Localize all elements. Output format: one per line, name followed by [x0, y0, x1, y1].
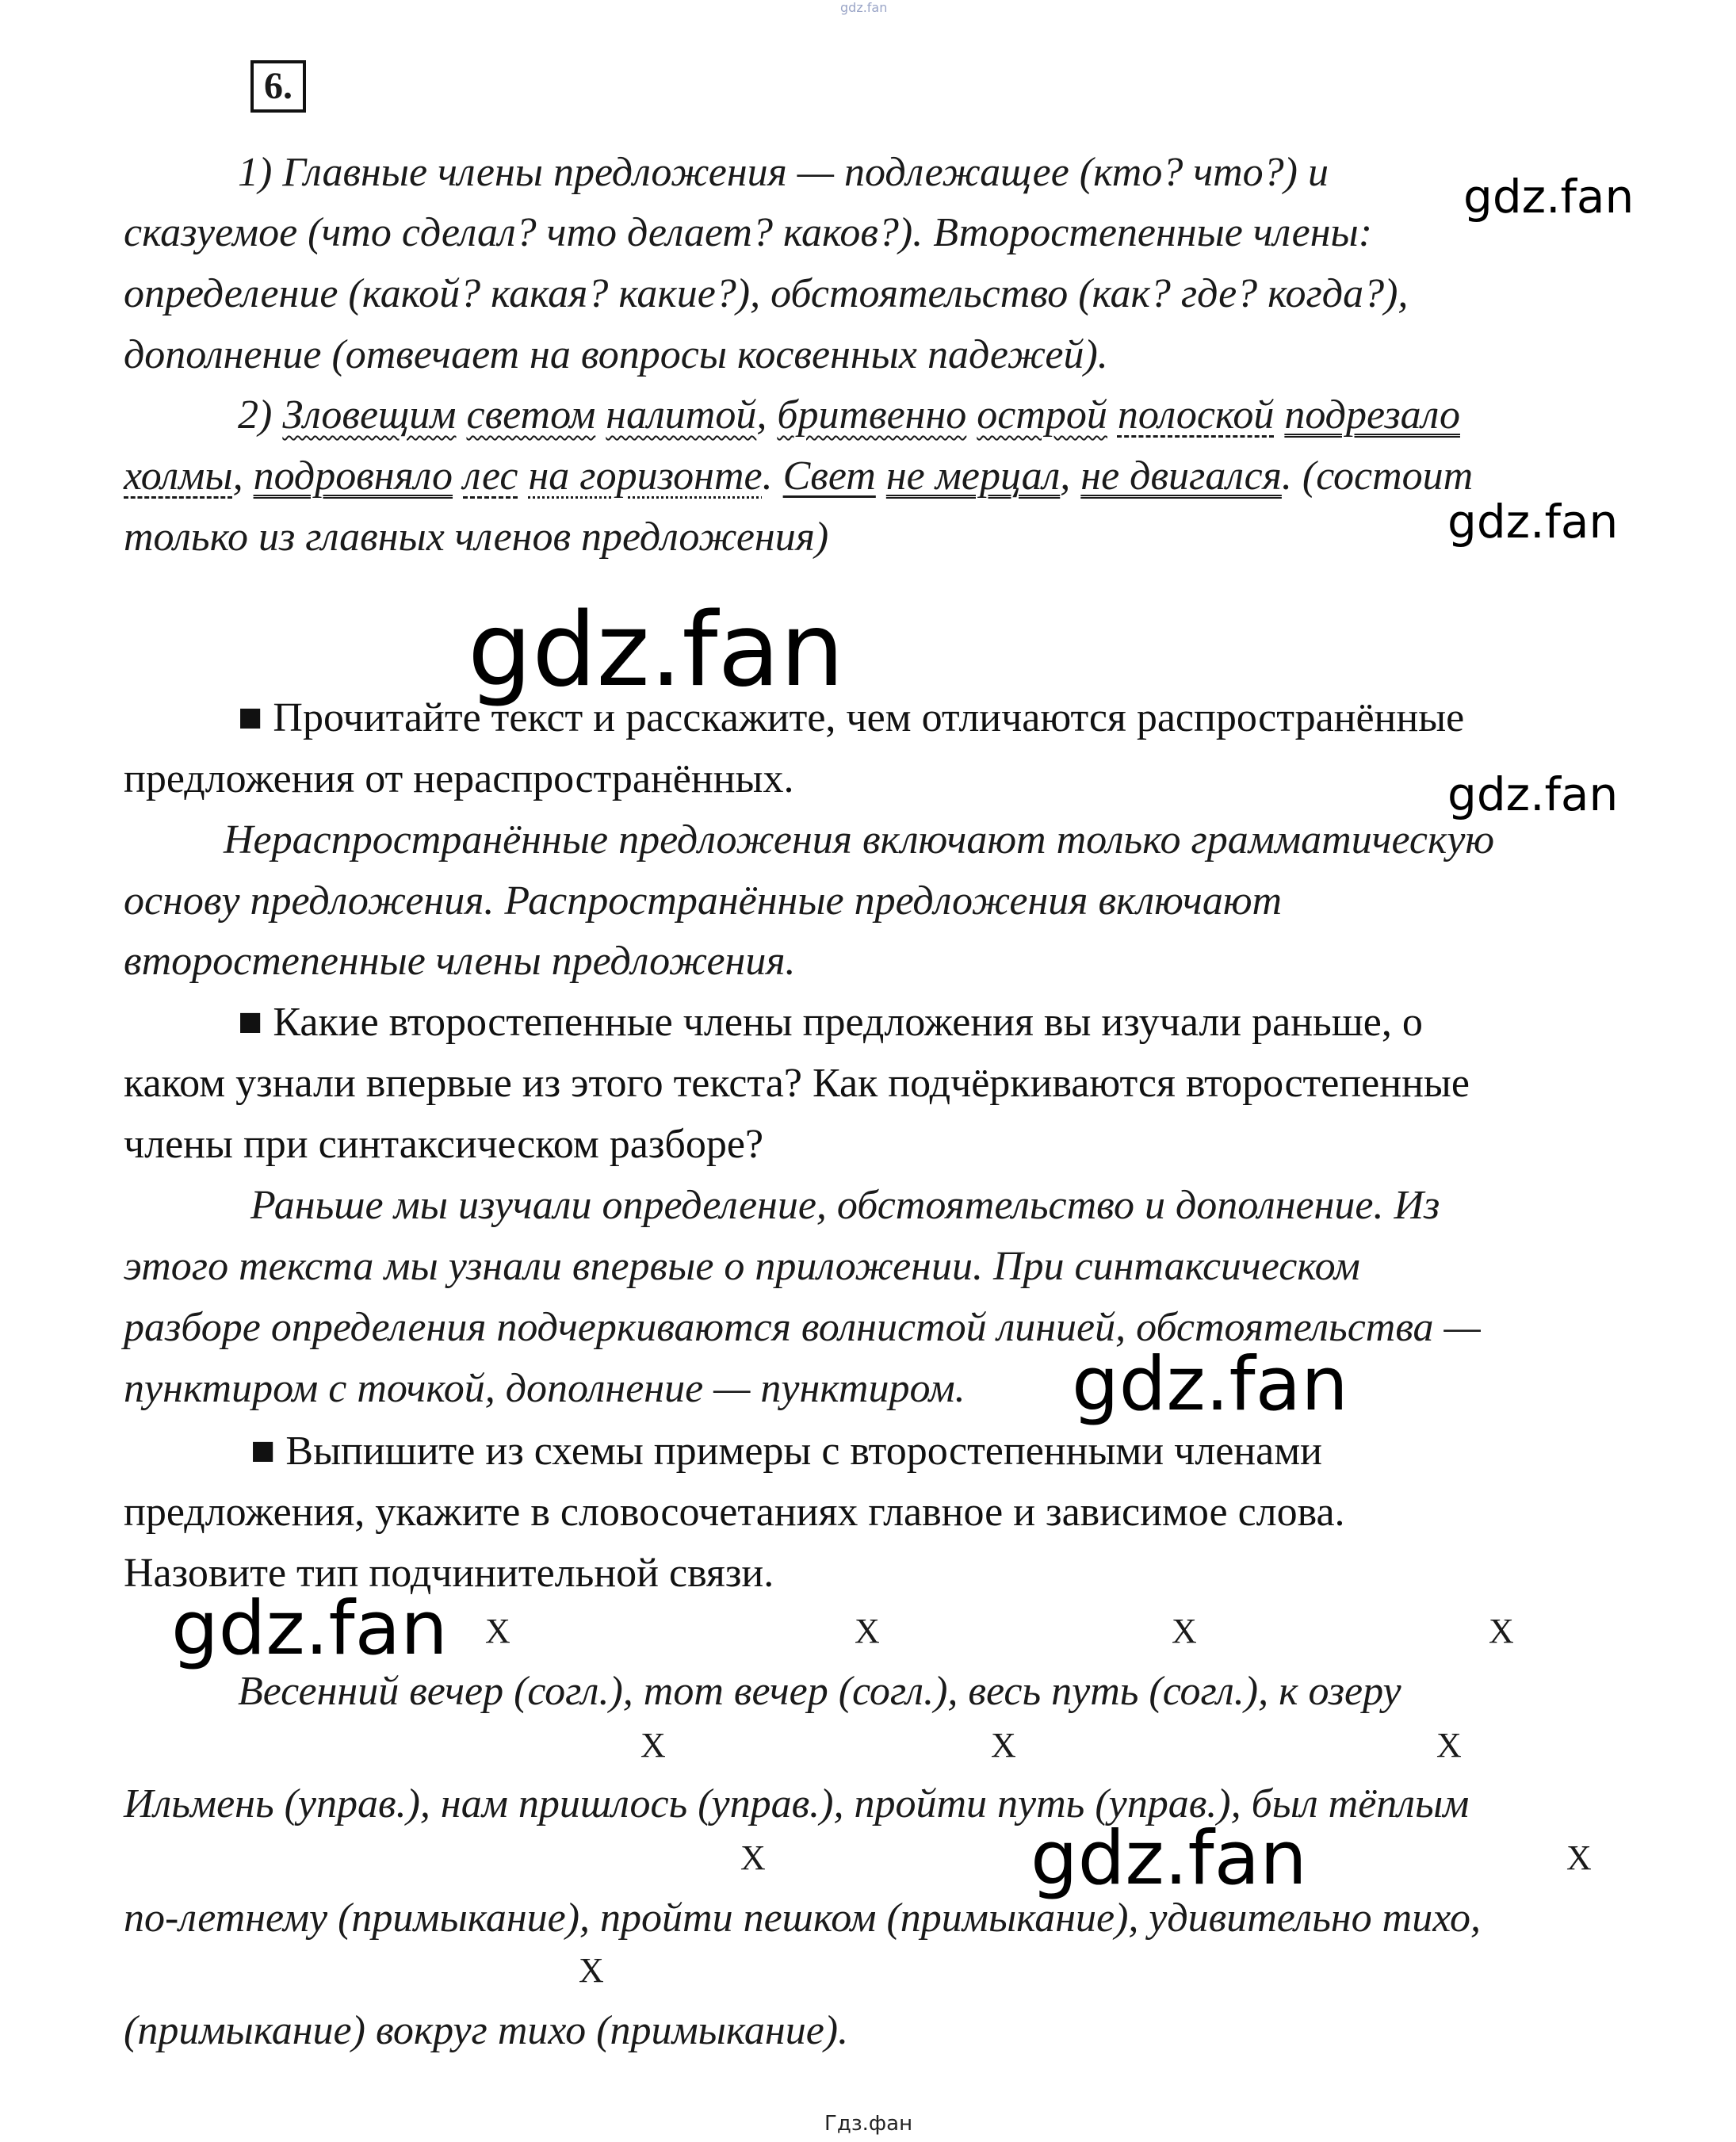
word-britvenno: бритвенно	[777, 392, 967, 438]
watermark: gdz.fan	[1463, 170, 1635, 224]
answer-q2-line-3: разборе определения подчеркиваются волнистой линией, обстоятельства —	[124, 1305, 1481, 1350]
word-poloskoy: полоской	[1117, 392, 1275, 438]
watermark-top: gdz.fan	[840, 0, 888, 15]
answer-q3-line-3: по-летнему (примыкание), пройти пешком (примыкание), удивительно тихо,	[124, 1895, 1482, 1941]
watermark: gdz.fan	[1031, 1815, 1307, 1902]
answer-q1-line-2: основу предложения. Распространённые предложения включают	[124, 878, 1283, 924]
answer2-line-3: только из главных членов предложения)	[124, 514, 829, 560]
x-mark: X	[740, 1838, 766, 1877]
question2-line-1: ■ Какие второстепенные члены предложения вы изучали раньше, о	[238, 1000, 1423, 1045]
answer-q1-line-1: Нераспространённые предложения включают только грамматическую	[224, 817, 1495, 863]
word-kholmy: холмы	[124, 453, 233, 499]
question1-line-1: ■ Прочитайте текст и расскажите, чем отличаются распространённые	[238, 695, 1465, 740]
x-mark: X	[1436, 1726, 1462, 1765]
answer1-line-4: дополнение (отвечает на вопросы косвенных падежей).	[124, 332, 1108, 377]
answer-q3-line-1: Весенний вечер (согл.), тот вечер (согл.), весь путь (согл.), к озеру	[238, 1669, 1401, 1714]
comma: ,	[232, 453, 243, 499]
word-ne-dvigalsya: не двигался	[1080, 453, 1282, 499]
word-les: лес	[463, 453, 518, 499]
question3-line-2: предложения, укажите в словосочетаниях главное и зависимое слова.	[124, 1490, 1345, 1535]
question2-line-3: члены при синтаксическом разборе?	[124, 1122, 764, 1167]
question1-line-2: предложения от нераспространённых.	[124, 756, 794, 801]
answer-q1-line-3: второстепенные члены предложения.	[124, 939, 796, 984]
watermark: gdz.fan	[171, 1585, 448, 1672]
answer1-line-1: 1) Главные члены предложения — подлежащее (кто? что?) и	[238, 150, 1329, 195]
word-ne-mertsal: не мерцал	[885, 453, 1061, 499]
x-mark: X	[1172, 1612, 1197, 1650]
period: .	[1281, 453, 1292, 499]
watermark-large: gdz.fan	[468, 591, 844, 710]
answer-q2-line-2: этого текста мы узнали впервые о приложении. При синтаксическом	[124, 1244, 1360, 1289]
x-mark: X	[485, 1612, 510, 1650]
watermark: gdz.fan	[1072, 1341, 1348, 1428]
answer1-line-2: сказуемое (что сделал? что делает? каков?). Второстепенные члены:	[124, 210, 1373, 255]
answer1-line-3: определение (какой? какая? какие?), обстоятельство (как? где? когда?),	[124, 271, 1409, 316]
x-mark: X	[579, 1951, 604, 1990]
watermark: gdz.fan	[1447, 767, 1619, 821]
word-svet: Свет	[782, 453, 876, 499]
watermark: gdz.fan	[1447, 495, 1619, 549]
x-mark: X	[855, 1612, 880, 1650]
footer-watermark: Гдз.фан	[824, 2112, 913, 2136]
comma: ,	[1060, 453, 1071, 499]
answer-q3-line-2: Ильмень (управ.), нам пришлось (управ.), пройти путь (управ.), был тёплым	[124, 1781, 1470, 1826]
word-nalitoy: налитой	[606, 392, 757, 438]
x-mark: X	[991, 1726, 1016, 1765]
question3-line-3: Назовите тип подчинительной связи.	[124, 1551, 774, 1596]
answer-q2-line-4: пунктиром с точкой, дополнение — пунктиром.	[124, 1366, 966, 1411]
answer2-note-start: (состоит	[1302, 453, 1474, 499]
period: .	[762, 453, 773, 499]
word-svetom: светом	[466, 392, 596, 438]
answer-q2-line-1: Раньше мы изучали определение, обстоятельство и дополнение. Из	[250, 1183, 1440, 1228]
word-podrovnyalo: подровняло	[253, 453, 453, 499]
x-mark: X	[640, 1726, 666, 1765]
question3-line-1: ■ Выпишите из схемы примеры с второстепенными членами	[250, 1429, 1322, 1474]
answer2-line-1	[238, 392, 1460, 438]
answer2-line-2	[124, 453, 1473, 499]
comma: ,	[756, 392, 767, 438]
x-mark: X	[1489, 1612, 1514, 1650]
word-ostroy: острой	[977, 392, 1107, 438]
word-zloveshchim: Зловещим	[282, 392, 457, 438]
word-na-gorizonte: на горизонте	[528, 453, 763, 499]
word-podrezalo: подрезало	[1284, 392, 1460, 438]
answer2-number: 2)	[238, 392, 273, 438]
x-mark: X	[1566, 1838, 1592, 1877]
task-number: 6.	[250, 60, 306, 113]
answer-q3-line-4: (примыкание) вокруг тихо (примыкание).	[124, 2008, 849, 2053]
question2-line-2: каком узнали впервые из этого текста? Как подчёркиваются второстепенные	[124, 1061, 1470, 1106]
